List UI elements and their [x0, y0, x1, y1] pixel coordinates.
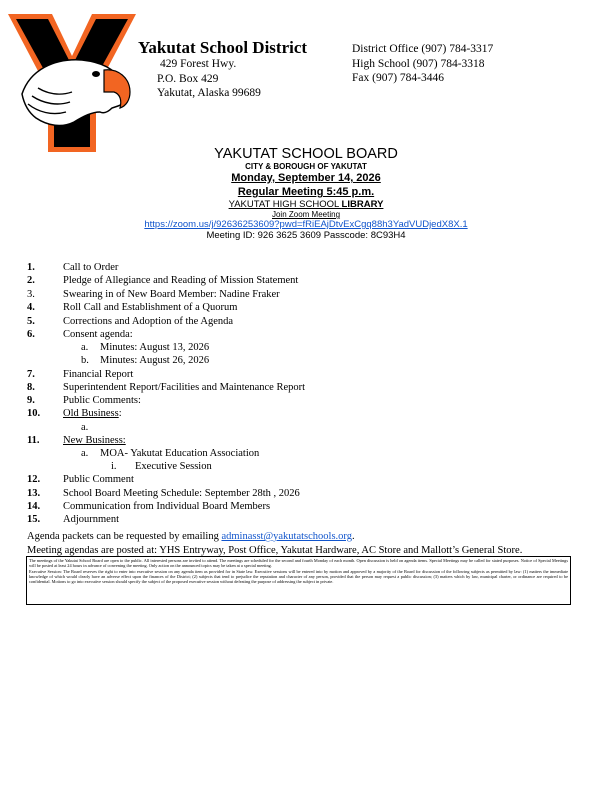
item-number: 5. — [27, 316, 35, 327]
packets-suffix: . — [351, 531, 355, 542]
location-room: LIBRARY — [341, 199, 384, 210]
item-number: 9. — [27, 395, 35, 406]
item-text: Roll Call and Establishment of a Quorum — [63, 302, 238, 313]
item-text: Financial Report — [63, 369, 134, 380]
item-suffix: : — [118, 408, 122, 419]
item-text: Adjournment — [63, 514, 119, 525]
posted-note: Meeting agendas are posted at: YHS Entryway, Post Office, Yakutat Hardware, AC Store and Mallott’s General Store. — [27, 545, 523, 556]
item-number: 15. — [27, 514, 41, 525]
item-number: 10. — [27, 408, 41, 419]
notice-paragraph: Executive Session: The Board reserves the right to enter into executive session on any agenda item as provided for in State law. Executive sessions will be entered into by motion and approved by a majority of the Board for discussion of the following subjects as permitted by law: (1) matters the immediate knowledge of which would clearly have an adverse effect upon the finances of the District; (2) subjects that tend to prejudice the reputation and character of any person, provided that the person may request a public discussion; (3) matters which by law, municipal charter, or ordinance are required to be confidential. Motions to go into executive session should specify the subject of the proposed executive session without defeating the purpose of addressing the subject in private. — [29, 568, 568, 585]
item-text: Communication from Individual Board Members — [63, 501, 271, 512]
address-line: P.O. Box 429 — [157, 72, 219, 85]
district-logo-icon — [8, 8, 136, 152]
item-number: 6. — [27, 329, 35, 340]
district-address — [157, 57, 261, 101]
item-number: 3. — [27, 289, 35, 300]
zoom-link[interactable]: https://zoom.us/j/92636253609?pwd=fRiEAjDtvExCgq88h3YadVUDjedX8X.1 — [144, 219, 468, 230]
contact-line: District Office (907) 784-3317 — [352, 43, 494, 55]
zoom-label: Join Zoom Meeting — [271, 210, 341, 219]
item-text: New Business: — [63, 435, 126, 446]
item-number: a. — [81, 342, 89, 353]
item-text: Call to Order — [63, 262, 119, 273]
item-text: Minutes: August 13, 2026 — [100, 342, 210, 353]
item-text: MOA- Yakutat Education Association — [100, 448, 260, 459]
meeting-id: Meeting ID: 926 3625 3609 Passcode: 8C93H4 — [206, 230, 406, 241]
contact-line: Fax (907) 784-3446 — [352, 72, 444, 84]
item-number: 14. — [27, 501, 41, 512]
location-prefix: YAKUTAT HIGH SCHOOL — [228, 199, 342, 210]
item-number: 1. — [27, 262, 35, 273]
packets-text: Agenda packets can be requested by emailing — [27, 531, 222, 542]
item-text: Public Comments: — [63, 395, 141, 406]
packets-note — [27, 531, 355, 542]
address-line: Yakutat, Alaska 99689 — [157, 87, 261, 99]
address-line: 429 Forest Hwy. — [160, 58, 237, 70]
district-contacts — [352, 42, 493, 86]
item-number: b. — [81, 355, 89, 366]
item-text: Superintendent Report/Facilities and Maintenance Report — [63, 382, 306, 393]
item-number: 11. — [27, 435, 40, 446]
item-text: Minutes: August 26, 2026 — [100, 355, 210, 366]
meeting-header — [0, 146, 612, 241]
item-number: 2. — [27, 275, 35, 286]
item-number: 4. — [27, 302, 35, 313]
meeting-date: Monday, September 14, 2026 — [231, 172, 381, 184]
logo-eagle-eye — [92, 71, 100, 77]
item-text: Pledge of Allegiance and Reading of Mission Statement — [63, 275, 299, 286]
packets-email-link[interactable]: adminasst@yakutatschools.org — [221, 531, 352, 542]
item-text: Executive Session — [135, 461, 212, 472]
board-title: YAKUTAT SCHOOL BOARD — [214, 146, 398, 162]
item-number: 7. — [27, 369, 35, 380]
item-text: Corrections and Adoption of the Agenda — [63, 316, 234, 327]
item-text: Swearing in of New Board Member: Nadine Fraker — [63, 289, 280, 300]
item-text: Consent agenda: — [63, 329, 133, 340]
item-number: 8. — [27, 382, 35, 393]
board-subtitle: CITY & BOROUGH OF YAKUTAT — [245, 162, 367, 171]
legal-notice-box — [26, 556, 571, 605]
item-number: 13. — [27, 488, 41, 499]
contact-line: High School (907) 784-3318 — [352, 57, 485, 70]
item-text: Public Comment — [63, 474, 134, 485]
item-number: a. — [81, 422, 89, 433]
item-number: i. — [111, 461, 117, 472]
item-number: a. — [81, 448, 89, 459]
item-text: School Board Meeting Schedule: September 28th , 2026 — [63, 488, 300, 499]
item-text: Old Business — [63, 408, 119, 419]
notice-paragraph: The meetings of the Yakutat School Board are open to the public. All interested persons are invited to attend. The meetings are scheduled for the second and fourth Monday of each month. Open discussion is held on agenda items. Special Meetings may be called for stated purposes. Notice of Special Meetings will be posted at least 24 hours in advance of convening the meeting. Only action on the announced topics may be taken at a special meeting. — [29, 558, 568, 569]
meeting-time: Regular Meeting 5:45 p.m. — [237, 186, 375, 198]
meeting-location — [0, 199, 612, 210]
item-number: 12. — [27, 474, 41, 485]
district-name: Yakutat School District — [138, 38, 308, 57]
